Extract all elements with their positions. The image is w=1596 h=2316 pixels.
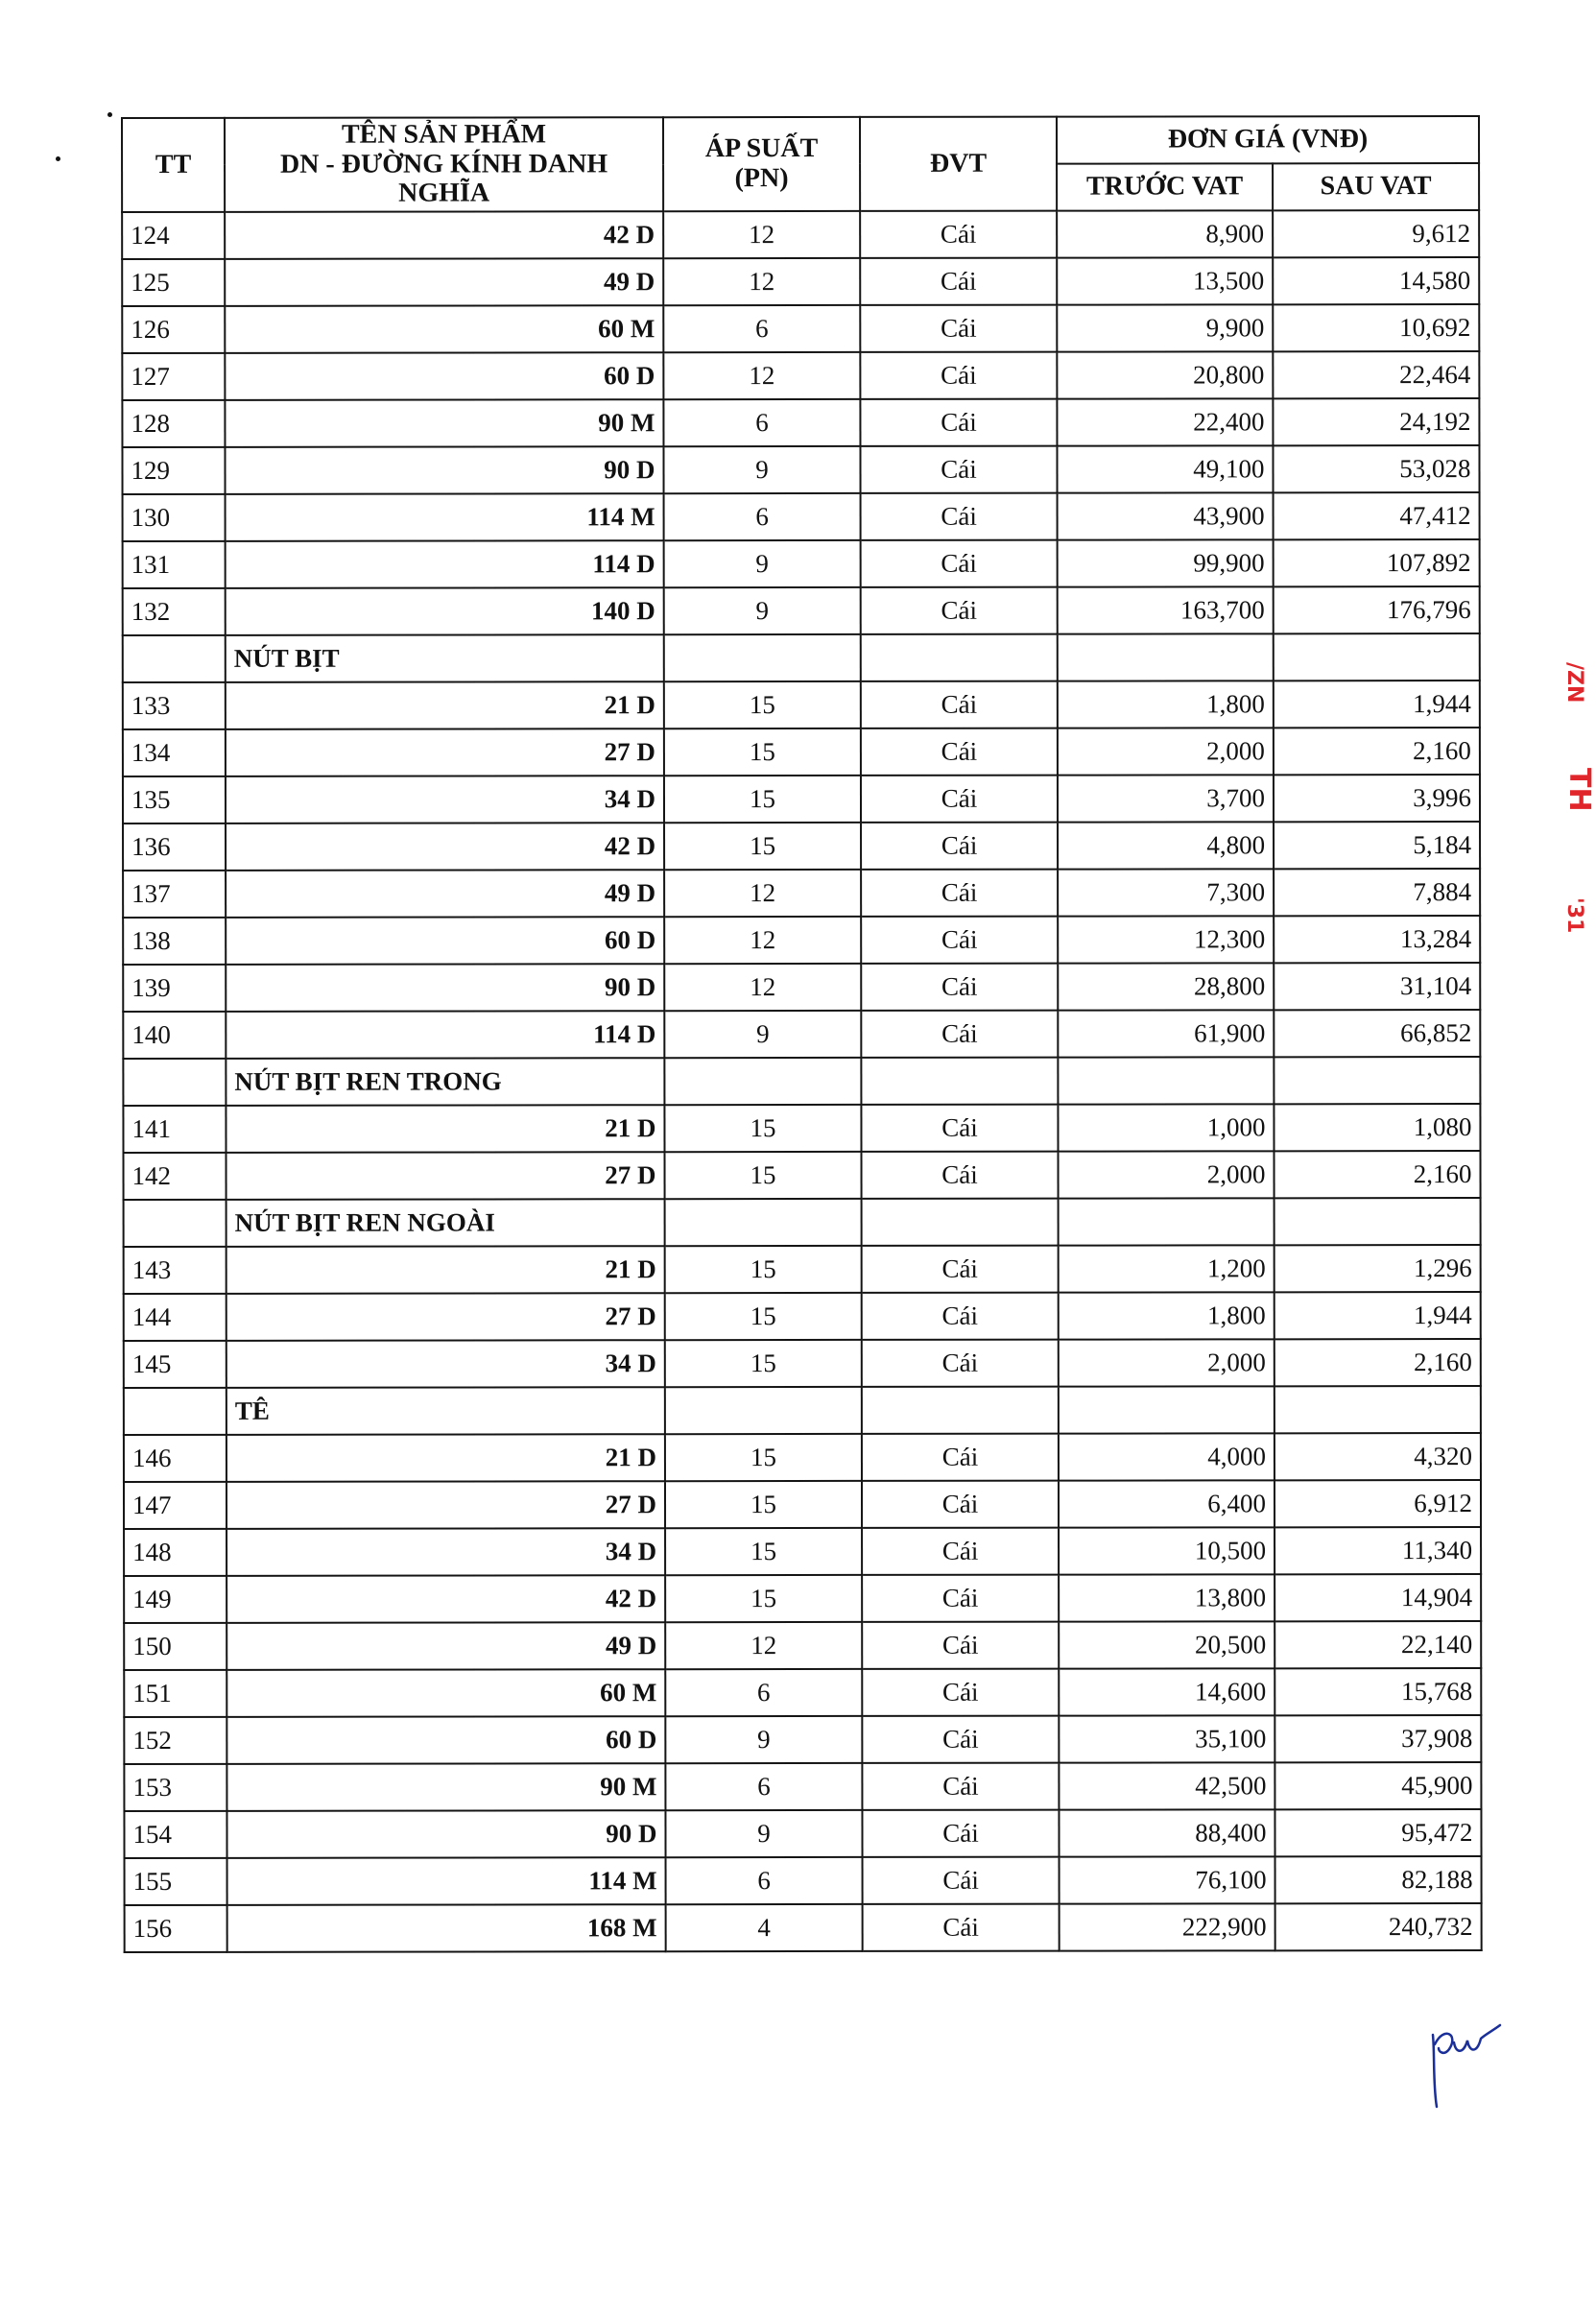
- price-before-vat-cell: 13,800: [1059, 1574, 1274, 1621]
- price-before-vat-cell: 10,500: [1059, 1527, 1274, 1574]
- price-before-vat-cell: 2,000: [1058, 728, 1274, 775]
- table-row: [123, 586, 1480, 635]
- table-row: [124, 1151, 1481, 1200]
- price-after-vat-cell: 22,140: [1274, 1621, 1481, 1668]
- pressure-cell: 6: [663, 305, 860, 352]
- table-row: [123, 492, 1480, 541]
- unit-cell: [861, 1058, 1058, 1105]
- product-name-cell: 114 D: [226, 1011, 664, 1059]
- price-before-vat-cell: 20,500: [1059, 1621, 1274, 1668]
- tt-cell: 126: [122, 306, 225, 353]
- tt-cell: 156: [125, 1905, 227, 1952]
- price-before-vat-cell: 99,900: [1058, 539, 1274, 586]
- product-name-cell: 21 D: [226, 1246, 665, 1294]
- price-after-vat-cell: 5,184: [1274, 822, 1480, 869]
- unit-cell: Cái: [860, 446, 1057, 493]
- pressure-cell: 6: [665, 1669, 862, 1716]
- price-after-vat-cell: 10,692: [1273, 304, 1479, 351]
- product-name-cell: 49 D: [226, 1622, 665, 1670]
- tt-cell: 134: [123, 729, 226, 776]
- tt-cell: 124: [122, 212, 225, 259]
- price-before-vat-cell: 163,700: [1058, 586, 1274, 633]
- price-table: [121, 115, 1483, 1953]
- tt-cell: 148: [124, 1529, 226, 1576]
- tt-cell: [124, 1388, 226, 1435]
- price-after-vat-cell: 176,796: [1274, 586, 1480, 633]
- pressure-cell: 15: [665, 1152, 862, 1199]
- price-before-vat-cell: 6,400: [1059, 1480, 1274, 1527]
- price-before-vat-cell: 2,000: [1059, 1151, 1274, 1198]
- price-before-vat-cell: 1,800: [1059, 1292, 1274, 1339]
- product-name-cell: 114 M: [227, 1857, 666, 1905]
- price-after-vat-cell: [1274, 1198, 1481, 1245]
- tt-cell: 137: [123, 871, 226, 918]
- tt-cell: 136: [123, 824, 226, 871]
- product-name-cell: 42 D: [225, 211, 663, 259]
- price-before-vat-cell: [1059, 1386, 1274, 1433]
- unit-cell: Cái: [861, 493, 1058, 540]
- table-row: [122, 304, 1479, 353]
- unit-cell: Cái: [862, 1716, 1059, 1763]
- unit-cell: [862, 1199, 1059, 1246]
- price-after-vat-cell: 9,612: [1273, 210, 1479, 257]
- price-before-vat-cell: 1,000: [1058, 1104, 1274, 1151]
- product-name-cell: 60 D: [226, 1716, 665, 1764]
- red-stamp-fragment: '31: [1562, 897, 1586, 934]
- tt-cell: 143: [124, 1247, 226, 1294]
- price-before-vat-cell: [1058, 633, 1274, 680]
- price-after-vat-cell: 66,852: [1274, 1010, 1480, 1057]
- pressure-cell: 4: [666, 1904, 863, 1951]
- table-row: [125, 1903, 1482, 1952]
- price-after-vat-cell: 1,944: [1274, 680, 1480, 728]
- price-after-vat-cell: 7,884: [1274, 869, 1480, 916]
- table-row: [122, 398, 1479, 447]
- price-before-vat-cell: 1,200: [1059, 1245, 1274, 1292]
- unit-cell: [861, 634, 1058, 681]
- price-after-vat-cell: 22,464: [1273, 351, 1479, 398]
- product-name-cell: 60 M: [226, 1669, 665, 1717]
- pressure-cell: 15: [664, 1105, 861, 1152]
- price-after-vat-cell: 107,892: [1274, 539, 1480, 586]
- price-before-vat-cell: 7,300: [1058, 869, 1274, 916]
- price-before-vat-cell: 35,100: [1059, 1715, 1274, 1762]
- unit-cell: Cái: [862, 1622, 1059, 1669]
- product-name-cell: 27 D: [226, 1481, 665, 1529]
- pressure-cell: 9: [664, 540, 861, 587]
- table-row: [124, 1245, 1481, 1294]
- product-name-cell: 49 D: [225, 258, 663, 306]
- pressure-cell: 9: [664, 587, 861, 634]
- signature-icon: [1425, 2006, 1502, 2112]
- unit-cell: Cái: [862, 1246, 1059, 1293]
- price-before-vat-cell: 14,600: [1059, 1668, 1274, 1715]
- price-after-vat-cell: 240,732: [1275, 1903, 1482, 1950]
- pressure-cell: [664, 1058, 861, 1105]
- price-after-vat-cell: 82,188: [1275, 1856, 1482, 1903]
- pressure-cell: 15: [664, 728, 861, 776]
- table-row: [123, 822, 1480, 871]
- product-name-cell: 27 D: [226, 1152, 665, 1200]
- pressure-cell: 15: [665, 1293, 862, 1340]
- price-before-vat-cell: 4,000: [1059, 1433, 1274, 1480]
- unit-cell: Cái: [861, 540, 1058, 587]
- price-before-vat-cell: 3,700: [1058, 775, 1274, 822]
- header-after-vat: SAU VAT: [1273, 163, 1479, 210]
- product-name-cell: 34 D: [226, 1340, 665, 1388]
- table-header: [122, 116, 1479, 212]
- tt-cell: [123, 1059, 226, 1106]
- unit-cell: Cái: [861, 917, 1058, 964]
- tt-cell: 132: [123, 588, 226, 635]
- product-name-cell: 21 D: [226, 1105, 664, 1153]
- unit-cell: Cái: [861, 728, 1058, 776]
- pressure-cell: 6: [664, 493, 861, 540]
- unit-cell: Cái: [860, 399, 1057, 446]
- product-name-cell: 114 M: [226, 493, 664, 541]
- pressure-cell: 15: [665, 1340, 862, 1387]
- table-row: [124, 1715, 1481, 1764]
- header-name-line: TÊN SẢN PHẨM: [341, 119, 547, 150]
- price-after-vat-cell: 6,912: [1274, 1480, 1481, 1527]
- pressure-cell: 12: [663, 352, 860, 399]
- unit-cell: Cái: [861, 964, 1058, 1011]
- price-after-vat-cell: [1274, 1057, 1480, 1104]
- tt-cell: 141: [123, 1106, 226, 1153]
- price-after-vat-cell: 24,192: [1273, 398, 1479, 445]
- red-stamp-fragment: /ZN: [1562, 662, 1586, 704]
- price-before-vat-cell: 13,500: [1057, 257, 1273, 304]
- unit-cell: Cái: [861, 1011, 1058, 1058]
- tt-cell: 138: [123, 918, 226, 965]
- unit-cell: Cái: [863, 1857, 1060, 1904]
- price-before-vat-cell: 4,800: [1058, 822, 1274, 869]
- pressure-cell: 12: [663, 211, 860, 258]
- tt-cell: 131: [123, 541, 226, 588]
- price-after-vat-cell: 31,104: [1274, 963, 1480, 1010]
- tt-cell: 152: [124, 1717, 226, 1764]
- price-after-vat-cell: 37,908: [1274, 1715, 1481, 1762]
- pressure-cell: 12: [664, 917, 861, 964]
- tt-cell: 130: [123, 494, 226, 541]
- pressure-cell: 15: [664, 823, 861, 870]
- red-stamp-fragment: TH: [1562, 768, 1596, 812]
- tt-cell: [123, 635, 226, 682]
- section-row: [123, 633, 1480, 682]
- table-row: [123, 1104, 1480, 1153]
- table-row: [123, 728, 1480, 776]
- price-before-vat-cell: 1,800: [1058, 680, 1274, 728]
- unit-cell: Cái: [860, 211, 1057, 258]
- table-row: [123, 916, 1480, 965]
- table-row: [122, 257, 1479, 306]
- table-row: [122, 210, 1479, 259]
- product-name-cell: 60 D: [225, 352, 663, 400]
- tt-cell: 154: [124, 1811, 226, 1858]
- price-after-vat-cell: 1,944: [1274, 1292, 1481, 1339]
- header-product-name: [225, 117, 663, 212]
- unit-cell: Cái: [861, 776, 1058, 823]
- section-title: NÚT BỊT REN TRONG: [226, 1058, 664, 1106]
- product-name-cell: 34 D: [226, 776, 664, 824]
- price-after-vat-cell: 95,472: [1274, 1809, 1481, 1856]
- unit-cell: Cái: [860, 305, 1057, 352]
- pressure-cell: 12: [664, 964, 861, 1011]
- product-name-cell: 27 D: [226, 728, 664, 776]
- pressure-cell: 15: [665, 1434, 862, 1481]
- tt-cell: 133: [123, 682, 226, 729]
- product-name-cell: 42 D: [226, 823, 664, 871]
- tt-cell: 150: [124, 1623, 226, 1670]
- unit-cell: Cái: [861, 681, 1058, 728]
- table-row: [123, 539, 1480, 588]
- table-row: [124, 1762, 1481, 1811]
- unit-cell: Cái: [860, 352, 1057, 399]
- header-pressure: [663, 117, 860, 211]
- price-before-vat-cell: 8,900: [1057, 210, 1273, 257]
- price-before-vat-cell: 222,900: [1060, 1903, 1275, 1950]
- price-before-vat-cell: 12,300: [1058, 916, 1274, 963]
- pressure-cell: 6: [663, 399, 860, 446]
- unit-cell: Cái: [862, 1340, 1059, 1387]
- price-before-vat-cell: 22,400: [1057, 398, 1273, 445]
- table-row: [123, 680, 1480, 729]
- table-row: [124, 1809, 1481, 1858]
- price-after-vat-cell: 11,340: [1274, 1527, 1481, 1574]
- product-name-cell: 27 D: [226, 1293, 665, 1341]
- unit-cell: Cái: [861, 587, 1058, 634]
- section-title: NÚT BỊT: [226, 634, 664, 682]
- section-row: [124, 1386, 1481, 1435]
- pressure-cell: [664, 634, 861, 681]
- header-tt: TT: [122, 118, 225, 212]
- product-name-cell: 90 D: [226, 1810, 665, 1858]
- table-row: [124, 1433, 1481, 1482]
- price-after-vat-cell: 1,296: [1274, 1245, 1481, 1292]
- pressure-cell: 6: [666, 1857, 863, 1904]
- pressure-cell: 9: [665, 1716, 862, 1763]
- price-after-vat-cell: 14,904: [1274, 1574, 1481, 1621]
- price-before-vat-cell: [1058, 1057, 1274, 1104]
- table-row: [124, 1527, 1481, 1576]
- price-after-vat-cell: 13,284: [1274, 916, 1480, 963]
- pressure-cell: [665, 1199, 862, 1246]
- tt-cell: 142: [124, 1153, 226, 1200]
- unit-cell: Cái: [862, 1763, 1059, 1810]
- price-after-vat-cell: 2,160: [1274, 728, 1480, 775]
- header-pressure-line: ÁP SUẤT: [704, 133, 819, 164]
- tt-cell: 125: [122, 259, 225, 306]
- tt-cell: 153: [124, 1764, 226, 1811]
- header-name-line: NGHĨA: [398, 178, 490, 208]
- table-row: [122, 445, 1479, 494]
- product-name-cell: 42 D: [226, 1575, 665, 1623]
- unit-cell: Cái: [862, 1528, 1059, 1575]
- unit-cell: Cái: [861, 870, 1058, 917]
- table-row: [123, 963, 1480, 1012]
- product-name-cell: 60 D: [226, 917, 664, 965]
- pressure-cell: 9: [663, 446, 860, 493]
- table-row: [123, 1010, 1480, 1059]
- price-before-vat-cell: 88,400: [1059, 1809, 1274, 1856]
- unit-cell: Cái: [862, 1669, 1059, 1716]
- price-before-vat-cell: 20,800: [1057, 351, 1273, 398]
- product-name-cell: 49 D: [226, 870, 664, 918]
- price-after-vat-cell: 1,080: [1274, 1104, 1480, 1151]
- price-before-vat-cell: 43,900: [1058, 492, 1274, 539]
- pressure-cell: 12: [665, 1622, 862, 1669]
- pressure-cell: 12: [664, 870, 861, 917]
- unit-cell: Cái: [862, 1293, 1059, 1340]
- product-name-cell: 140 D: [226, 587, 664, 635]
- table-row: [124, 1480, 1481, 1529]
- price-after-vat-cell: 3,996: [1274, 775, 1480, 822]
- pressure-cell: 12: [663, 258, 860, 305]
- price-before-vat-cell: 9,900: [1057, 304, 1273, 351]
- pressure-cell: [665, 1387, 862, 1434]
- header-unit: ĐVT: [860, 117, 1057, 211]
- scan-speck: [107, 112, 112, 117]
- pressure-cell: 9: [664, 1011, 861, 1058]
- header-before-vat: TRƯỚC VAT: [1057, 163, 1273, 210]
- table-row: [124, 1668, 1481, 1717]
- unit-cell: Cái: [862, 1152, 1059, 1199]
- tt-cell: 128: [122, 400, 225, 447]
- price-after-vat-cell: [1274, 1386, 1481, 1433]
- tt-cell: 145: [124, 1341, 226, 1388]
- unit-cell: Cái: [861, 1105, 1058, 1152]
- price-after-vat-cell: 15,768: [1274, 1668, 1481, 1715]
- price-before-vat-cell: [1059, 1198, 1274, 1245]
- product-name-cell: 90 D: [226, 964, 664, 1012]
- pressure-cell: 15: [665, 1246, 862, 1293]
- unit-cell: Cái: [860, 258, 1057, 305]
- tt-cell: 139: [123, 965, 226, 1012]
- header-pressure-line: (PN): [734, 163, 789, 194]
- unit-cell: Cái: [862, 1481, 1059, 1528]
- tt-cell: 155: [125, 1858, 227, 1905]
- table-row: [125, 1856, 1482, 1905]
- product-name-cell: 90 M: [225, 399, 663, 447]
- unit-cell: Cái: [862, 1434, 1059, 1481]
- tt-cell: 129: [122, 447, 225, 494]
- table-row: [124, 1339, 1481, 1388]
- price-before-vat-cell: 49,100: [1057, 445, 1273, 492]
- tt-cell: 146: [124, 1435, 226, 1482]
- tt-cell: 151: [124, 1670, 226, 1717]
- pressure-cell: 15: [664, 776, 861, 823]
- tt-cell: 147: [124, 1482, 226, 1529]
- tt-cell: 140: [123, 1012, 226, 1059]
- pressure-cell: 15: [665, 1528, 862, 1575]
- price-after-vat-cell: 53,028: [1273, 445, 1479, 492]
- pressure-cell: 6: [665, 1763, 862, 1810]
- unit-cell: Cái: [863, 1904, 1060, 1951]
- price-after-vat-cell: 4,320: [1274, 1433, 1481, 1480]
- tt-cell: 144: [124, 1294, 226, 1341]
- table-row: [122, 351, 1479, 400]
- header-unit-price: ĐƠN GIÁ (VNĐ): [1057, 116, 1479, 164]
- table-row: [123, 775, 1480, 824]
- price-before-vat-cell: 42,500: [1059, 1762, 1274, 1809]
- pressure-cell: 15: [664, 681, 861, 728]
- pressure-cell: 15: [665, 1481, 862, 1528]
- table-row: [124, 1292, 1481, 1341]
- product-name-cell: 90 M: [226, 1763, 665, 1811]
- pressure-cell: 9: [665, 1810, 862, 1857]
- tt-cell: [124, 1200, 226, 1247]
- unit-cell: Cái: [862, 1575, 1059, 1622]
- unit-cell: Cái: [861, 823, 1058, 870]
- product-name-cell: 114 D: [226, 540, 664, 588]
- price-after-vat-cell: 45,900: [1274, 1762, 1481, 1809]
- tt-cell: 135: [123, 776, 226, 824]
- product-name-cell: 34 D: [226, 1528, 665, 1576]
- price-before-vat-cell: 76,100: [1060, 1856, 1275, 1903]
- price-after-vat-cell: 47,412: [1274, 492, 1480, 539]
- header-name-line: DN - ĐƯỜNG KÍNH DANH: [279, 148, 608, 179]
- price-before-vat-cell: 61,900: [1058, 1010, 1274, 1057]
- product-name-cell: 60 M: [225, 305, 663, 353]
- scan-speck: [56, 156, 60, 161]
- price-after-vat-cell: 2,160: [1274, 1151, 1481, 1198]
- price-before-vat-cell: 28,800: [1058, 963, 1274, 1010]
- section-title: TÊ: [226, 1387, 665, 1435]
- table-row: [124, 1574, 1481, 1623]
- pressure-cell: 15: [665, 1575, 862, 1622]
- product-name-cell: 21 D: [226, 681, 664, 729]
- product-name-cell: 21 D: [226, 1434, 665, 1482]
- product-name-cell: 168 M: [227, 1904, 666, 1952]
- section-row: [124, 1198, 1481, 1247]
- product-name-cell: 90 D: [225, 446, 663, 494]
- unit-cell: Cái: [862, 1810, 1059, 1857]
- section-row: [123, 1057, 1480, 1106]
- tt-cell: 149: [124, 1576, 226, 1623]
- price-after-vat-cell: 14,580: [1273, 257, 1479, 304]
- price-after-vat-cell: [1274, 633, 1480, 680]
- table-body: [122, 210, 1482, 1952]
- price-before-vat-cell: 2,000: [1059, 1339, 1274, 1386]
- section-title: NÚT BỊT REN NGOÀI: [226, 1199, 665, 1247]
- unit-cell: [862, 1387, 1059, 1434]
- table-row: [124, 1621, 1481, 1670]
- tt-cell: 127: [122, 353, 225, 400]
- price-after-vat-cell: 2,160: [1274, 1339, 1481, 1386]
- table-row: [123, 869, 1480, 918]
